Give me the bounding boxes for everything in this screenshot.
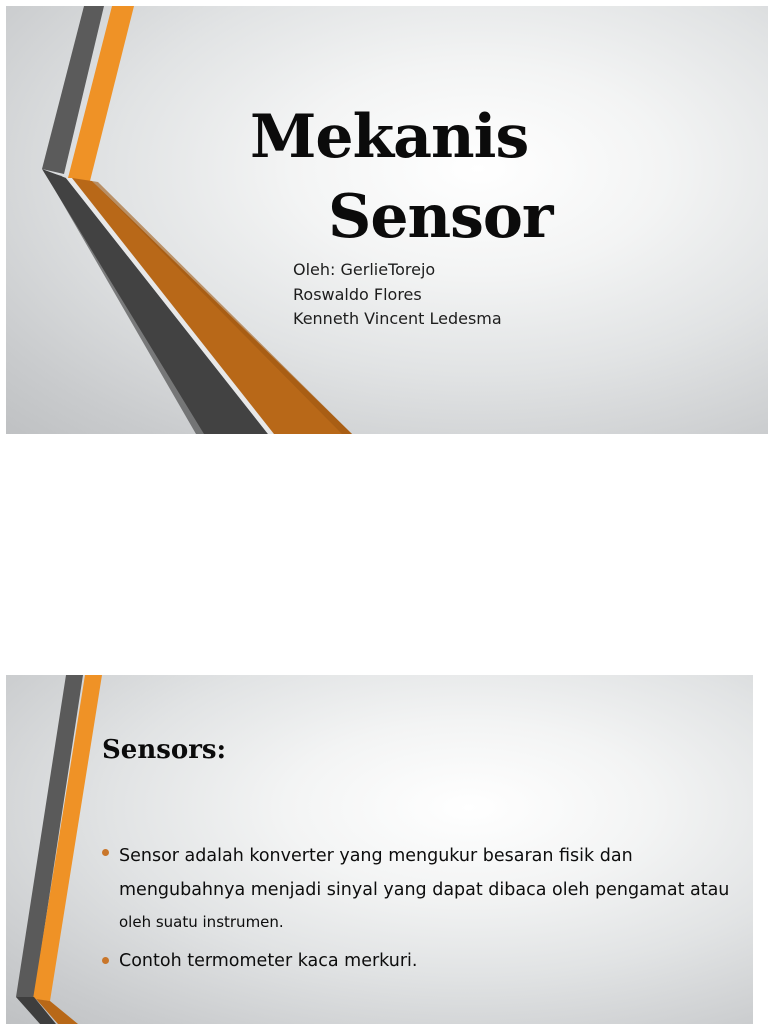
bullet-list	[102, 839, 753, 974]
bullet-text-line: Sensor adalah konverter yang mengukur besaran fisik dan	[119, 846, 633, 866]
bullet-text-line: Contoh termometer kaca merkuri.	[119, 951, 418, 971]
bullet-item	[102, 948, 753, 974]
bullet-text-line: oleh suatu instrumen.	[119, 913, 284, 931]
bullet-dot-icon	[102, 957, 109, 964]
bullet-text-line: mengubahnya menjadi sinyal yang dapat dibaca oleh pengamat atau	[119, 880, 730, 900]
author-line: Roswaldo Flores	[293, 284, 422, 304]
content-slide	[6, 675, 753, 1024]
bullet-item	[102, 839, 753, 937]
slide-title-line-2: Sensor	[328, 182, 553, 252]
slide-title-line-1: Mekanis	[250, 102, 529, 172]
bullet-dot-icon	[102, 849, 109, 856]
author-line: Kenneth Vincent Ledesma	[293, 309, 502, 328]
slide-title: Sensors:	[102, 735, 227, 765]
author-line: Oleh: GerlieTorejo	[293, 260, 436, 279]
title-slide	[6, 6, 768, 434]
author-list	[293, 258, 502, 332]
